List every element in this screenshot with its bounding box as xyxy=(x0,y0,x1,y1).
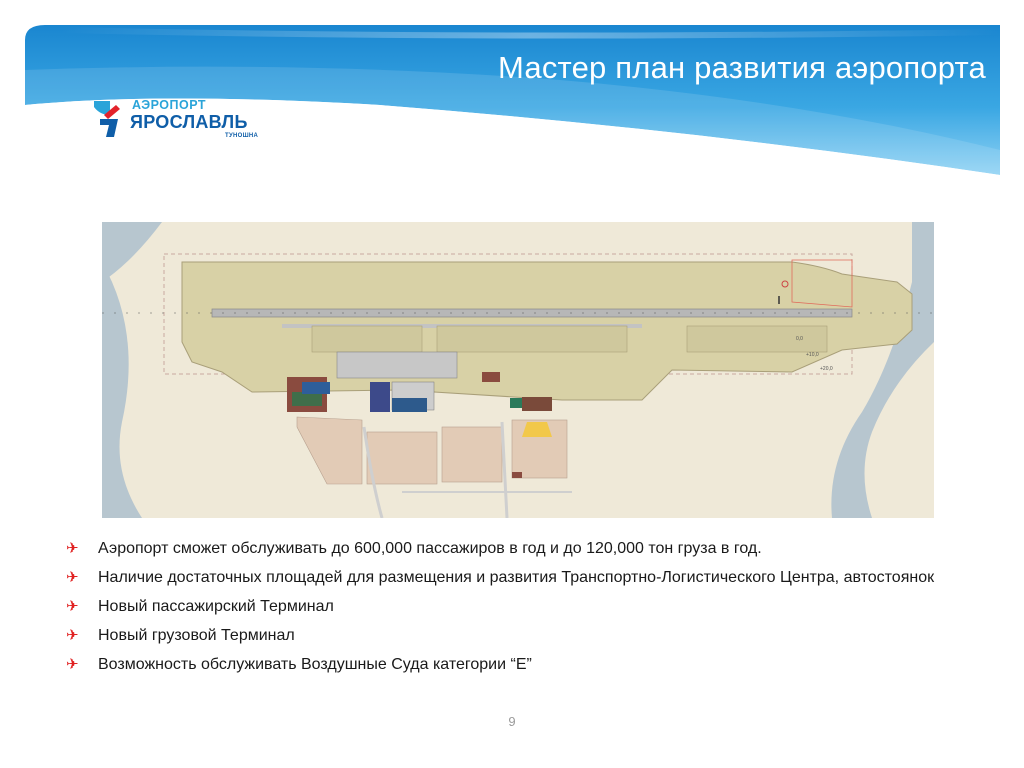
logo-text-line3: ТУНОШНА xyxy=(225,133,259,139)
airplane-icon: ✈ xyxy=(66,540,79,557)
bullet-text: Новый пассажирский Терминал xyxy=(98,598,334,615)
bullet-item xyxy=(66,623,938,648)
airplane-icon: ✈ xyxy=(66,598,79,615)
slide-title: Мастер план развития аэропорта xyxy=(498,50,986,85)
airplane-icon: ✈ xyxy=(66,627,79,644)
page-number: 9 xyxy=(508,714,516,729)
elevation-label-2: +10,0 xyxy=(806,352,819,358)
airplane-icon: ✈ xyxy=(66,656,79,673)
logo-emblem-icon xyxy=(90,97,130,141)
airplane-icon: ✈ xyxy=(66,569,79,586)
bullet-item xyxy=(66,652,938,677)
airport-master-plan-image xyxy=(102,222,934,518)
feature-bullet-list xyxy=(66,536,938,681)
bullet-item xyxy=(66,565,938,590)
header-banner xyxy=(0,0,1024,175)
logo-text-line1: АЭРОПОРТ xyxy=(132,98,207,112)
bullet-text: Новый грузовой Терминал xyxy=(98,627,295,644)
elevation-label-1: 0,0 xyxy=(796,336,803,342)
elevation-label-3: +20,0 xyxy=(820,366,833,372)
bullet-item xyxy=(66,594,938,619)
airport-logo xyxy=(90,95,270,143)
bullet-text: Аэропорт сможет обслуживать до 600,000 пассажиров в год и до 120,000 тон груза в год. xyxy=(98,540,762,557)
bullet-text: Возможность обслуживать Воздушные Суда категории “Е” xyxy=(98,656,532,673)
bullet-item xyxy=(66,536,938,561)
bullet-text: Наличие достаточных площадей для размещения и развития Транспортно-Логистического Центра, автостоянок xyxy=(98,569,935,586)
logo-text-line2: ЯРОСЛАВЛЬ xyxy=(130,112,248,132)
